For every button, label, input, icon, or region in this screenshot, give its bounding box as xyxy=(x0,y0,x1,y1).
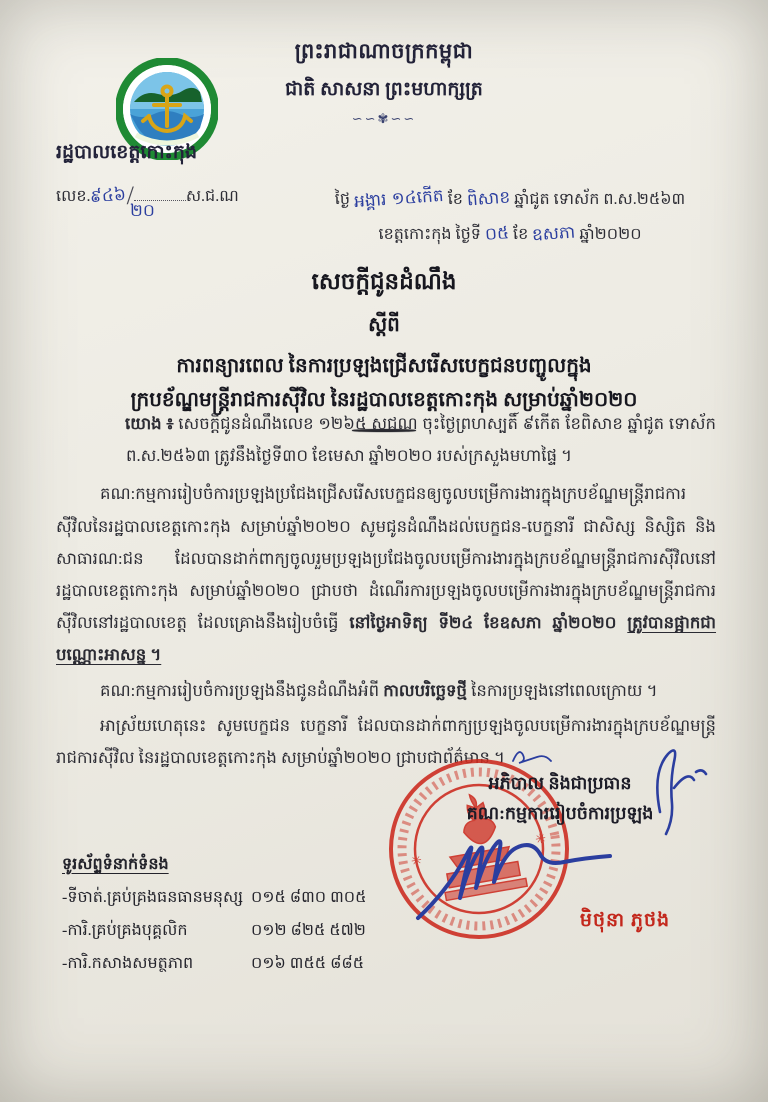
ref-code-suffix: ស.ជ.ណ xyxy=(185,188,239,205)
contact-row xyxy=(62,947,402,980)
administration-name: រដ្ឋបាលខេត្តកោះកុង xyxy=(56,142,198,163)
paragraph-closing xyxy=(56,710,716,774)
contact-header: ទូរស័ព្ទទំនាក់ទំនង xyxy=(62,856,169,873)
lunar-year-text: ឆ្នាំជូត ទោស័ក ព.ស.២៥៦៣ xyxy=(514,191,686,208)
para1-text: គណ:កម្មការរៀបចំការប្រឡងប្រជែងជ្រើសរើសបេក្ខជនឲ្យចូលបម្រើការងារក្នុងក្របខ័ណ្ឌមន្ត្រីរាជការស៊ីវិលនៃរដ្ឋបាលខេត្តកោះកុង សម្រាប់ឆ្នាំ២០២០ សូមជូនដំណឹងដល់បេក្ខជន-បេក្ខនារី ជាសិស្ស និស្សិត និងសាធារណ:ជន ដែលបានដាក់ពាក្យចូលរួមប្រឡងប្រជែងចូលបម្រើការងារក្នុងក្របខ័ណ្ឌមន្ត្រីរាជការស៊ីវិលនៅរដ្ឋបាលខេត្តកោះកុង សម្រាប់ឆ្នាំ២០២០ ជ្រាបថា ដំណើរការប្រឡងចូលបម្រើការងារក្នុងក្របខ័ណ្ឌមន្ត្រីរាជការស៊ីវិលនៅរដ្ឋបាលខេត្ត ដែលគ្រោងនឹងរៀបចំធ្វើ xyxy=(56,484,716,633)
paragraph-postponement xyxy=(56,478,716,671)
kingdom-title: ព្រះរាជាណាចក្រកម្ពុជា xyxy=(294,39,474,63)
contact-label-personnel-office: -ការិ.គ្រប់គ្រងបុគ្គលិក xyxy=(62,922,188,939)
header-ornament: ∽∽✾∽∽ xyxy=(351,111,417,126)
svg-text:✳: ✳ xyxy=(410,853,424,870)
signatory-name: មិថុនា ភូថង xyxy=(579,910,671,931)
reference-paragraph xyxy=(90,408,716,472)
civil-month-label: ខែ xyxy=(513,226,529,243)
month-label: ខែ xyxy=(447,191,463,208)
civil-day-handwritten: ០៥ xyxy=(484,223,510,245)
title-line-subject1: ការពន្យារពេល នៃការប្រឡងជ្រើសរើសបេក្ខជនបញ្ចូលក្នុង xyxy=(176,355,592,377)
reference-label: យោង ៖ xyxy=(125,414,174,433)
national-motto: ជាតិ សាសនា ព្រះមហាក្សត្រ xyxy=(285,79,483,100)
title-line-announcement: សេចក្តីជូនដំណឹង xyxy=(311,269,457,294)
title-line-regarding: ស្តីពី xyxy=(368,314,400,336)
title-line-subject2: ក្របខ័ណ្ឌមន្ត្រីរាជការស៊ីវិល នៃរដ្ឋបាលខេត្តកោះកុង សម្រាប់ឆ្នាំ២០២០ xyxy=(130,389,638,411)
contact-number-hr-department: ០១៥ ៨៣០ ៣០៥ xyxy=(251,889,367,906)
para3-text: អាស្រ័យហេតុនេះ សូមបេក្ខជន បេក្ខនារី ដែលបានដាក់ពាក្យប្រឡងចូលបម្រើការងារក្នុងក្របខ័ណ្ឌមន្ត្រីរាជការស៊ីវិល នៃរដ្ឋបាលខេត្តកោះកុង សម្រាប់ឆ្នាំ២០២០ ជ្រាបជាព័ត៌មាន ។ xyxy=(56,715,716,767)
day-label: ថ្ងៃ xyxy=(334,191,351,208)
para1-exam-date-bold: នៅថ្ងៃអាទិត្យ ទី២៤ ខែឧសភា ឆ្នាំ២០២០ xyxy=(349,613,628,633)
date-block xyxy=(290,182,730,252)
ref-number-handwritten: ៩៤៦ xyxy=(89,184,128,208)
svg-text:✳: ✳ xyxy=(534,831,548,848)
para2-new-date-bold: កាលបរិច្ឆេទថ្មី xyxy=(383,681,467,701)
body-text xyxy=(56,408,716,774)
ref-slash: / xyxy=(126,181,134,210)
civil-year-text: ឆ្នាំ២០២០ xyxy=(579,226,642,243)
ref-year-handwritten: ២០ xyxy=(130,201,155,221)
signatory-role-line1: អភិបាល និងជាប្រធាន xyxy=(488,773,632,793)
kingdom-header xyxy=(184,38,584,127)
contact-number-personnel-office: ០១២ ៨២៥ ៥៧២ xyxy=(251,922,366,939)
paragraph-new-date-notice xyxy=(56,675,716,707)
contact-row xyxy=(62,914,402,947)
signatory-role-line2: គណ:កម្មការរៀបចំការប្រឡង xyxy=(466,803,654,823)
contact-label-hr-department: -ទីចាត់.គ្រប់គ្រងធនធានមនុស្ស xyxy=(62,889,244,906)
contact-number-capacity-office: ០១៦ ៣៥៥ ៨៨៥ xyxy=(251,955,365,972)
contact-row xyxy=(62,881,402,914)
contact-label-capacity-office: -ការិ.កសាងសមត្ថភាព xyxy=(62,955,194,972)
para1-suspended-bold-underline: ត្រូវបានផ្អាកជាបណ្ណោះអាសន្ន ។ xyxy=(56,613,717,665)
issuer-block xyxy=(56,140,316,221)
ref-number-label: លេខ. xyxy=(56,188,91,205)
para2-prefix: គណ:កម្មការរៀបចំការប្រឡងនឹងជូនដំណឹងអំពី xyxy=(100,681,384,701)
lunar-month-handwritten: ពិសាខ xyxy=(466,187,511,211)
civil-date-line xyxy=(290,217,730,252)
contact-block xyxy=(62,848,402,980)
para2-suffix: នៃការប្រឡងនៅពេលក្រោយ ។ xyxy=(467,681,658,701)
reference-text: សេចក្តីជូនដំណឹងលេខ ១២៦៥ សជណ ចុះថ្ងៃព្រហស្បតិ៍ ៩កើត ខែពិសាខ ឆ្នាំជូត ទោស័ក ព.ស.២៥៦៣ ត្រូវនឹងថ្ងៃទី៣០ ខែមេសា ឆ្នាំ២០២០ របស់ក្រសួងមហាផ្ទៃ ។ xyxy=(126,414,716,466)
lunar-day-handwritten: អង្គារ ១៤កើត xyxy=(353,185,445,213)
place-date-label: ខេត្តកោះកុង ថ្ងៃទី xyxy=(378,226,481,243)
civil-month-handwritten: ឧសភា xyxy=(531,222,577,246)
lunar-date-line xyxy=(290,182,730,217)
